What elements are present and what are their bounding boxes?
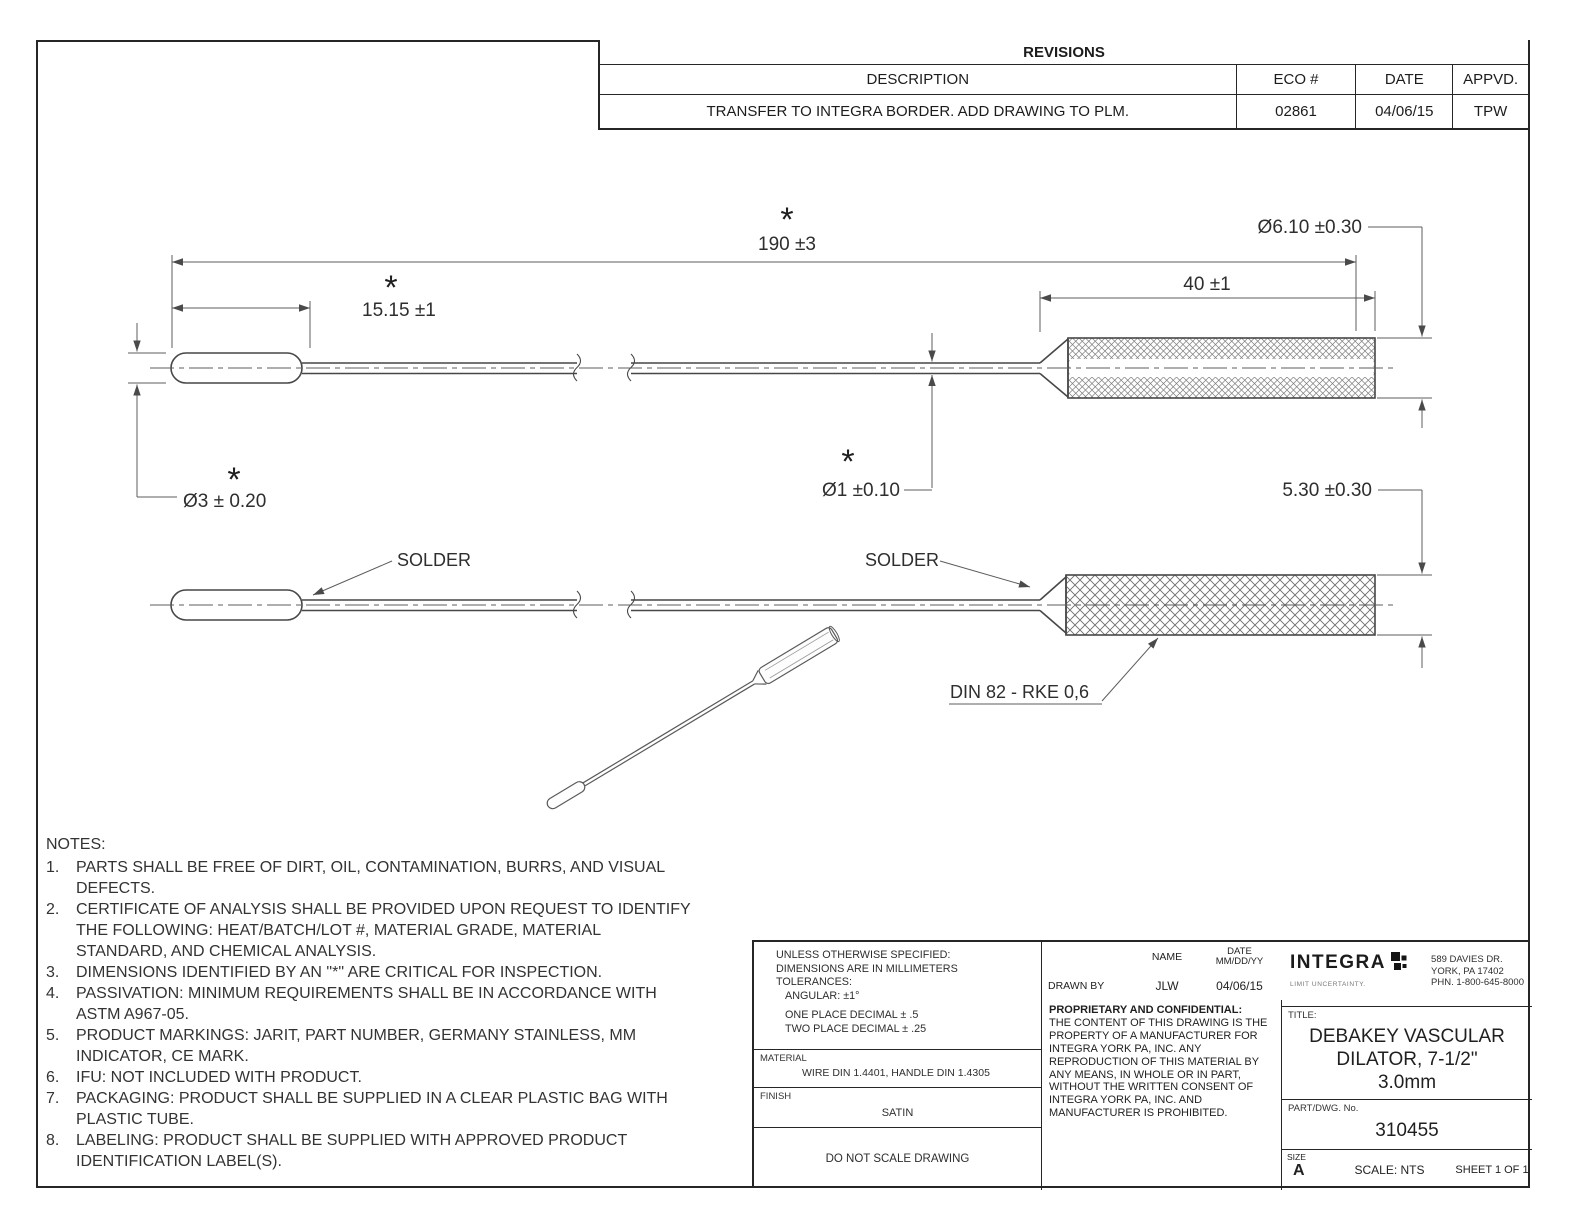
revisions-table (598, 40, 1530, 130)
spec-line: UNLESS OTHERWISE SPECIFIED: (776, 949, 951, 961)
note-item (46, 1025, 694, 1067)
note-number: 4. (46, 985, 60, 1002)
address-line: 589 DAVIES DR. (1431, 954, 1503, 965)
knurl-spec-callout (949, 638, 1158, 704)
revisions-col-appvd: APPVD. (1452, 65, 1528, 94)
address-line: YORK, PA 17402 (1431, 965, 1504, 977)
note-item (46, 1067, 694, 1088)
dim-handle-diameter-label: Ø6.10 ±0.30 (1257, 217, 1362, 238)
note-number: 7. (46, 1090, 60, 1107)
material-box (754, 1050, 1042, 1088)
finish-label: FINISH (760, 1091, 792, 1102)
dim-handle-length-label: 40 ±1 (1183, 274, 1231, 295)
part-number-label: PART/DWG. No. (1288, 1103, 1359, 1114)
note-item (46, 1130, 694, 1172)
note-text: IFU: NOT INCLUDED WITH PRODUCT. (76, 1069, 362, 1086)
note-text: DIMENSIONS IDENTIFIED BY AN "*" ARE CRITICAL FOR INSPECTION. (76, 964, 603, 981)
drawing-title-line3: 3.0mm (1377, 1072, 1437, 1093)
name-date-header-row (1042, 942, 1282, 972)
size-value: A (1293, 1162, 1305, 1179)
solder-callout-left (313, 550, 471, 595)
revision-description: TRANSFER TO INTEGRA BORDER. ADD DRAWING TO PLM. (706, 103, 1130, 120)
dim-shaft-diameter (822, 333, 932, 501)
address-line: PHN. 1-800-645-8000 (1431, 977, 1524, 988)
revision-eco: 02861 (1236, 95, 1356, 128)
note-item (46, 857, 694, 899)
proprietary-body: THE CONTENT OF THIS DRAWING IS THE PROPERTY OF A MANUFACTURER FOR INTEGRA YORK PA, INC. ANY REPRODUCTION OF THIS MATERIAL BY ANY MEANS, IN WHOLE OR IN PART, WITHOUT THE WRITTEN CONSENT OF INTEGRA YORK PA, INC. AND MANUFACTURER IS PROHIBITED. (1049, 1016, 1268, 1120)
spec-line: TWO PLACE DECIMAL ± .25 (785, 1022, 927, 1035)
note-text: PACKAGING: PRODUCT SHALL BE SUPPLIED IN A CLEAR PLASTIC BAG WITH PLASTIC TUBE. (76, 1090, 668, 1128)
dim-shaft-diameter-label: Ø1 ±0.10 (821, 480, 900, 501)
notes-section (46, 834, 694, 1172)
dim-overall-length (172, 201, 1356, 348)
drawn-by-date: 04/06/15 (1216, 979, 1263, 993)
solder-label: SOLDER (397, 550, 472, 570)
drawing-title-box (1282, 1007, 1532, 1100)
note-text: LABELING: PRODUCT SHALL BE SUPPLIED WITH APPROVED PRODUCT IDENTIFICATION LABEL(S). (76, 1132, 627, 1170)
scale-value: SCALE: NTS (1354, 1163, 1425, 1177)
note-number: 5. (46, 1027, 60, 1044)
note-item (46, 1088, 694, 1130)
note-number: 1. (46, 859, 60, 876)
notes-title: NOTES: (46, 836, 106, 853)
revision-row (600, 95, 1528, 128)
note-item (46, 983, 694, 1025)
top-view (150, 338, 1398, 398)
drawn-by-name: JLW (1155, 979, 1179, 993)
company-name: INTEGRA (1290, 952, 1386, 973)
title-label: TITLE: (1288, 1010, 1317, 1021)
critical-marker: * (227, 461, 241, 499)
spec-line: ANGULAR: ±1° (785, 989, 860, 1002)
revisions-title: REVISIONS (600, 40, 1528, 65)
part-number: 310455 (1375, 1120, 1439, 1141)
do-not-scale-text: DO NOT SCALE DRAWING (825, 1153, 970, 1165)
revisions-header-row (600, 65, 1528, 95)
note-number: 6. (46, 1069, 60, 1086)
integra-logo-icon (1390, 952, 1407, 979)
revisions-col-description: DESCRIPTION (866, 71, 970, 88)
note-text: PRODUCT MARKINGS: JARIT, PART NUMBER, GERMANY STAINLESS, MM INDICATOR, CE MARK. (76, 1027, 637, 1065)
dim-tip-diameter (128, 323, 266, 512)
note-text: PARTS SHALL BE FREE OF DIRT, OIL, CONTAMINATION, BURRS, AND VISUAL DEFECTS. (76, 859, 665, 897)
finish-box (754, 1088, 1042, 1128)
drawing-title-line2: DILATOR, 7-1/2" (1336, 1049, 1478, 1070)
revision-appvd: TPW (1452, 95, 1528, 128)
date-header-line1: DATE (1227, 945, 1252, 957)
date-header-line2: MM/DD/YY (1215, 956, 1264, 967)
proprietary-title: PROPRIETARY AND CONFIDENTIAL: (1049, 1004, 1243, 1016)
empty-header-cell (1042, 942, 1137, 972)
company-logo-box (1282, 942, 1532, 1007)
drawn-by-row (1042, 972, 1282, 1000)
critical-marker: * (384, 269, 398, 307)
spec-line: ONE PLACE DECIMAL ± .5 (785, 1009, 919, 1021)
name-header: NAME (1151, 951, 1183, 963)
critical-marker: * (841, 443, 855, 481)
title-block (752, 940, 1530, 1188)
isometric-view (543, 625, 841, 814)
dim-overall-length-label: 190 ±3 (758, 234, 816, 255)
part-number-box (1282, 1100, 1532, 1150)
dim-tip-diameter-label: Ø3 ± 0.20 (183, 491, 267, 512)
note-item (46, 899, 694, 962)
solder-label: SOLDER (865, 550, 940, 570)
proprietary-box (1042, 1000, 1282, 1190)
company-address (1431, 952, 1526, 1006)
note-number: 8. (46, 1132, 60, 1149)
dim-handle-rear-label: 5.30 ±0.30 (1282, 480, 1372, 501)
spec-line: DIMENSIONS ARE IN MILLIMETERS (776, 962, 958, 975)
knurl-spec-label: DIN 82 - RKE 0,6 (950, 682, 1090, 702)
finish-value: SATIN (881, 1107, 914, 1119)
dim-tip-length (172, 269, 436, 348)
dim-handle-rear-diameter (1282, 480, 1432, 668)
dim-handle-length (1040, 274, 1375, 332)
size-label: SIZE (1287, 1152, 1306, 1162)
drawing-title-line1: DEBAKEY VASCULAR (1309, 1026, 1505, 1047)
material-label: MATERIAL (760, 1053, 807, 1064)
revisions-col-eco: ECO # (1236, 65, 1356, 94)
do-not-scale-box (754, 1128, 1042, 1190)
tolerance-spec-box (754, 942, 1042, 1050)
revision-date: 04/06/15 (1355, 95, 1452, 128)
size-scale-row (1282, 1150, 1532, 1190)
revisions-col-date: DATE (1355, 65, 1452, 94)
note-text: PASSIVATION: MINIMUM REQUIREMENTS SHALL BE IN ACCORDANCE WITH ASTM A967-05. (76, 985, 657, 1023)
critical-marker: * (780, 201, 794, 239)
sheet-value: SHEET 1 OF 1 (1455, 1164, 1529, 1176)
size-cell (1282, 1150, 1327, 1190)
bottom-view (150, 575, 1398, 635)
note-item (46, 962, 694, 983)
solder-callout-right (865, 550, 1030, 587)
drawn-by-label: DRAWN BY (1048, 980, 1105, 992)
note-number: 2. (46, 901, 60, 918)
company-tagline: LIMIT UNCERTAINTY. (1290, 981, 1366, 988)
note-text: CERTIFICATE OF ANALYSIS SHALL BE PROVIDED UPON REQUEST TO IDENTIFY THE FOLLOWING: HEAT/BATCH/LOT #, MATERIAL GRADE, MATERIAL STANDARD, AND CHEMICAL ANALYSIS. (76, 901, 691, 960)
dim-tip-length-label: 15.15 ±1 (362, 300, 436, 321)
material-value: WIRE DIN 1.4401, HANDLE DIN 1.4305 (802, 1067, 990, 1079)
note-number: 3. (46, 964, 60, 981)
spec-line: TOLERANCES: (776, 976, 852, 988)
date-header (1197, 942, 1282, 972)
